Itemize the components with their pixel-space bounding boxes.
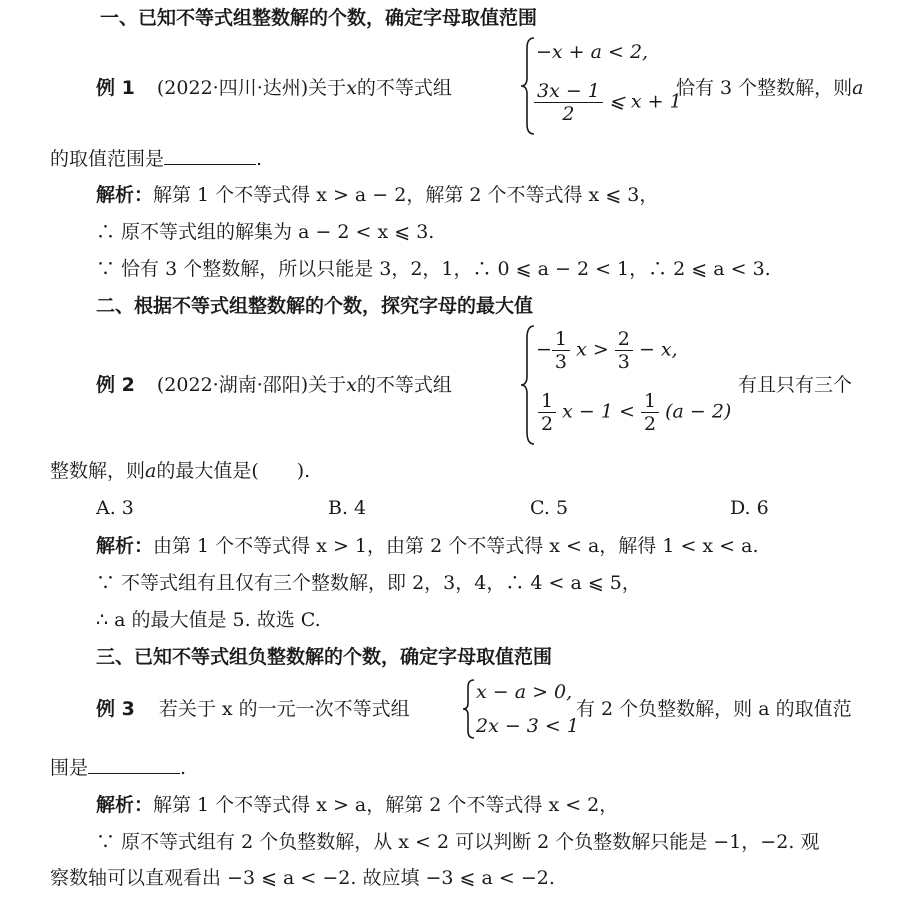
fraction: $\frac{3x - 1}{2}$ [534,80,603,125]
example-1-text: 的不等式组 [356,77,452,99]
example-3-ineq-1: x − a > 0, [476,681,573,703]
analysis-label: 解析： [96,535,154,557]
example-2-ineq-1: − $\frac{1}{3}$ x > $\frac{2}{3}$ − x, [536,328,678,373]
answer-blank[interactable] [164,146,256,165]
example-2-source: (2022·湖南·邵阳)关于 [156,374,347,396]
section-heading-2: 二、根据不等式组整数解的个数，探究字母的最大值 [96,295,534,317]
example-3-system [462,678,578,740]
fraction: $\frac{1}{2}$ [641,390,659,435]
left-brace-icon [462,678,476,740]
section-heading-3: 三、已知不等式组负整数解的个数，确定字母取值范围 [96,646,553,668]
analysis-label: 解析： [96,184,154,206]
example-3-intro: 例 3 若关于 x 的一元一次不等式组 [96,698,410,720]
example-1-source: (2022·四川·达州)关于 [156,77,347,99]
example-1-ineq-2: $\frac{3x - 1}{2}$ ⩽ x + 1 [534,80,682,125]
analysis-label: 解析： [96,794,154,816]
answer-blank[interactable] [88,755,180,774]
example-3-label: 例 3 [96,698,135,720]
example-3-line-2: 围是 . [50,757,187,779]
example-1-system [520,36,680,136]
option-c[interactable]: C. 5 [530,497,569,519]
example-2-tail: 有且只有三个 [738,374,853,396]
left-brace-icon [520,324,536,446]
example-2-ineq-2: $\frac{1}{2}$ x − 1 < $\frac{1}{2}$ (a − 2) [538,390,731,435]
example-2-system [520,324,750,446]
fraction: $\frac{2}{3}$ [615,328,633,373]
example-1-analysis-3: ∵ 恰有 3 个整数解，所以只能是 3，2，1，∴ 0 ⩽ a − 2 < 1，∴ 2 ⩽ a < 3. [96,258,771,280]
example-1-ineq-1: −x + a < 2, [536,41,649,63]
section-heading-1: 一、已知不等式组整数解的个数，确定字母取值范围 [100,7,538,29]
example-1-label: 例 1 [96,77,135,99]
example-1-line-2: 的取值范围是 . [50,148,263,170]
example-2-analysis-2: ∵ 不等式组有且仅有三个整数解，即 2，3，4，∴ 4 < a ⩽ 5， [96,572,641,594]
fraction: $\frac{1}{3}$ [552,328,570,373]
example-3-analysis-1: 解析：解第 1 个不等式得 x > a，解第 2 个不等式得 x < 2， [96,794,619,816]
fraction: $\frac{1}{2}$ [538,390,556,435]
example-2-label: 例 2 [96,374,135,396]
example-3-analysis-2: ∵ 原不等式组有 2 个负整数解，从 x < 2 可以判断 2 个负整数解只能是 −1，−2. 观 [96,831,820,853]
example-3-analysis-3: 察数轴可以直观看出 −3 ⩽ a < −2. 故应填 −3 ⩽ a < −2. [50,867,555,889]
example-1-analysis-1: 解析：解第 1 个不等式得 x > a − 2，解第 2 个不等式得 x ⩽ 3， [96,184,659,206]
var-x: x [346,77,357,99]
example-1-intro [96,76,452,100]
option-b[interactable]: B. 4 [328,497,367,519]
example-3-ineq-2: 2x − 3 < 1 [476,715,579,737]
example-2-analysis-1: 解析：由第 1 个不等式得 x > 1，由第 2 个不等式得 x < a，解得 1 < x < a. [96,535,759,557]
option-a[interactable]: A. 3 [96,497,134,519]
option-d[interactable]: D. 6 [730,497,769,519]
example-3-tail: 有 2 个负整数解，则 a 的取值范 [576,698,852,720]
example-2-intro: 例 2 (2022·湖南·邵阳)关于x的不等式组 [96,374,452,396]
example-1-analysis-2: ∴ 原不等式组的解集为 a − 2 < x ⩽ 3. [96,221,435,243]
example-2-line-2: 整数解，则a的最大值是( ). [50,460,311,482]
example-2-analysis-3: ∴ a 的最大值是 5. 故选 C. [96,609,321,631]
example-1-tail: 恰有 3 个整数解，则a [676,77,864,99]
